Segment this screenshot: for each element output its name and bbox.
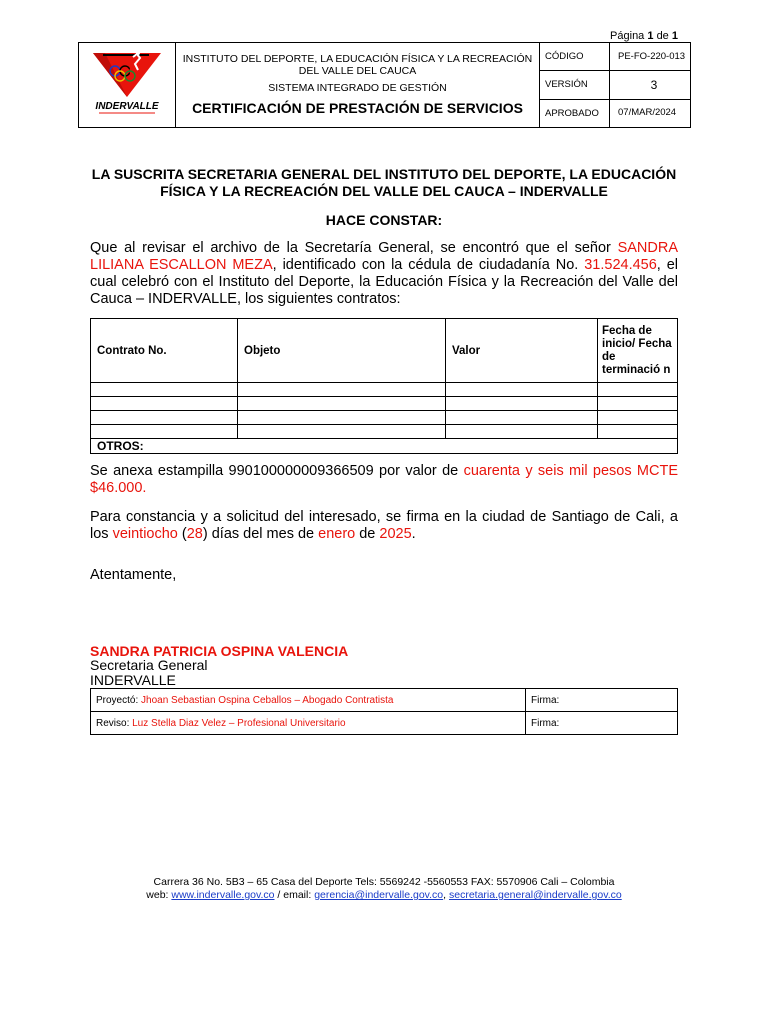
day-word: veintiocho xyxy=(112,526,178,542)
document-header xyxy=(78,42,691,128)
contracts-header-row xyxy=(91,319,678,383)
institution-cell xyxy=(176,43,540,128)
table-row xyxy=(91,397,678,411)
web-label: web: xyxy=(146,889,172,901)
beneficiary-name: SANDRA LILIANA ESCALLON MEZA xyxy=(90,240,678,273)
p3-text-a: Para constancia y a solicitud del interesado, se firma en la ciudad de Santiago de Cali, a los xyxy=(90,509,678,542)
p3-text-b: ( xyxy=(177,526,187,542)
page-current: 1 xyxy=(647,30,654,42)
reviewed-label: Reviso: xyxy=(96,717,133,729)
code-label: CÓDIGO xyxy=(540,43,610,71)
email-label: / email: xyxy=(274,889,315,901)
p3-text-e: . xyxy=(411,526,416,542)
signatory-name: SANDRA PATRICIA OSPINA VALENCIA xyxy=(90,643,349,659)
p2-text-a: Se anexa estampilla 990100000009366509 por valor de xyxy=(90,463,464,479)
paragraph-contract-intro xyxy=(90,240,678,308)
certificate-heading: LA SUSCRITA SECRETARIA GENERAL DEL INSTITUTO DEL DEPORTE, LA EDUCACIÓN FÍSICA Y LA RECREACIÓN DEL VALLE DEL CAUCA – INDERVALLE xyxy=(91,166,677,199)
code-value: PE-FO-220-013 xyxy=(610,43,691,71)
day-number: 28 xyxy=(186,526,203,542)
svg-text:INDERVALLE: INDERVALLE xyxy=(95,100,159,112)
page-prefix: Página xyxy=(610,30,645,42)
email-link-gerencia[interactable]: gerencia@indervalle.gov.co xyxy=(314,889,444,901)
footer-address: Carrera 36 No. 5B3 – 65 Casa del Deporte Tels: 5569242 -5560553 FAX: 5570906 Cali – Colombia xyxy=(153,876,615,888)
stamp-amount: cuarenta y seis mil pesos MCTE $46.000. xyxy=(90,463,679,496)
signatory-role: Secretaria General xyxy=(90,657,208,673)
table-row xyxy=(91,411,678,425)
reviewed-cell xyxy=(91,712,526,735)
approved-label: APROBADO xyxy=(540,99,610,127)
p1-text-b: , identificado con la cédula de ciudadanía No. xyxy=(272,257,585,273)
col-dates: Fecha de inicio/ Fecha de terminació n xyxy=(598,319,678,383)
reviewed-signature: Firma: xyxy=(526,712,678,735)
reviewed-value: Luz Stella Diaz Velez – Profesional Universitario xyxy=(132,717,346,729)
email-link-secretaria[interactable]: secretaria.general@indervalle.gov.co xyxy=(448,889,622,901)
system-name: SISTEMA INTEGRADO DE GESTIÓN xyxy=(268,82,447,94)
otros-label: OTROS: xyxy=(91,439,678,454)
hace-constar: HACE CONSTAR: xyxy=(325,212,443,228)
contracts-table xyxy=(90,318,678,454)
table-row xyxy=(91,383,678,397)
footer-contacts xyxy=(0,889,768,902)
signatory-role-block xyxy=(90,658,208,688)
page-indicator xyxy=(610,30,678,42)
col-contract-no: Contrato No. xyxy=(91,319,238,383)
col-value: Valor xyxy=(446,319,598,383)
paragraph-stamp xyxy=(90,463,678,497)
table-row xyxy=(91,425,678,439)
document-title: CERTIFICACIÓN DE PRESTACIÓN DE SERVICIOS xyxy=(192,100,523,116)
closing: Atentamente, xyxy=(90,567,177,583)
projected-signature: Firma: xyxy=(526,689,678,712)
beneficiary-id: 31.524.456 xyxy=(584,257,657,273)
projected-cell xyxy=(91,689,526,712)
p1-text-a: Que al revisar el archivo de la Secretaría General, se encontró que el señor xyxy=(90,240,618,256)
logo-cell xyxy=(79,43,176,128)
col-object: Objeto xyxy=(238,319,446,383)
paragraph-signing xyxy=(90,509,678,543)
indervalle-logo xyxy=(87,47,167,119)
table-row xyxy=(91,712,678,735)
p3-text-d: de xyxy=(355,526,380,542)
website-link[interactable]: www.indervalle.gov.co xyxy=(171,889,275,901)
institution-name: INSTITUTO DEL DEPORTE, LA EDUCACIÓN FÍSICA Y LA RECREACIÓN DEL VALLE DEL CAUCA xyxy=(182,53,533,77)
review-table xyxy=(90,688,678,735)
projected-label: Proyectó: xyxy=(96,694,142,706)
page-separator: de xyxy=(656,30,669,42)
table-row xyxy=(91,689,678,712)
approved-value: 07/MAR/2024 xyxy=(610,99,691,127)
p3-text-c: ) días del mes de xyxy=(202,526,319,542)
version-label: VERSIÓN xyxy=(540,71,610,99)
page-total: 1 xyxy=(671,30,678,42)
version-value: 3 xyxy=(610,71,691,99)
otros-row xyxy=(91,439,678,454)
month: enero xyxy=(318,526,356,542)
footer xyxy=(0,876,768,902)
year: 2025 xyxy=(379,526,412,542)
email-separator: , xyxy=(443,889,449,901)
signatory-org: INDERVALLE xyxy=(90,672,176,688)
projected-value: Jhoan Sebastian Ospina Ceballos – Abogado Contratista xyxy=(141,694,394,706)
p1-text-c: , el cual celebró con el Instituto del Deporte, la Educación Física y la Recreación del Valle del Cauca – INDERVALLE, los siguientes contratos: xyxy=(90,257,679,307)
